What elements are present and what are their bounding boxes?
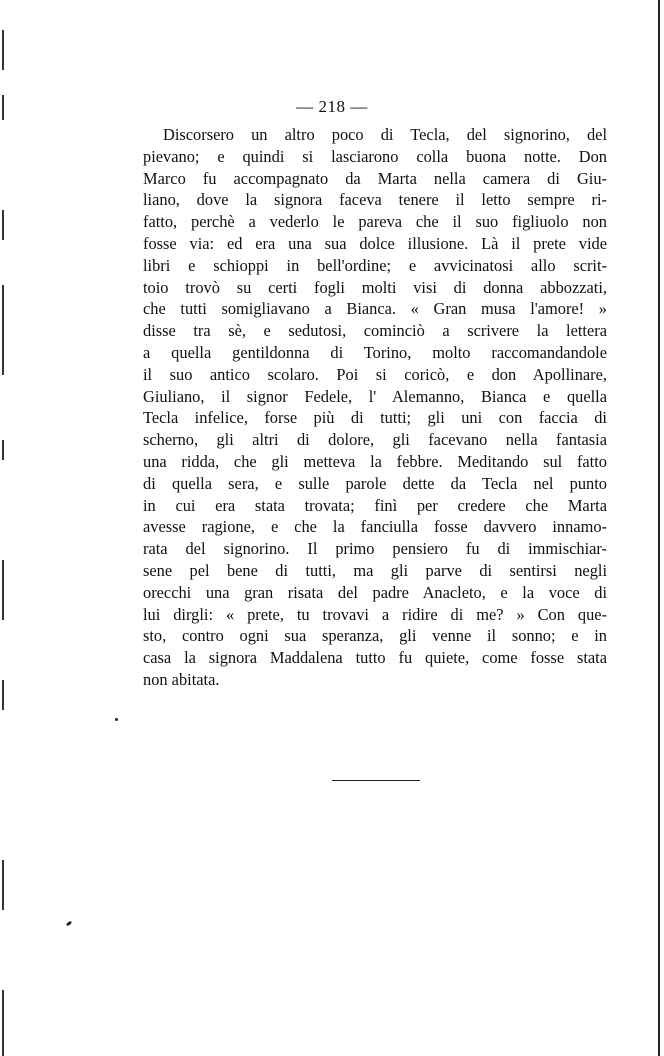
text-line: liano, dove la signora faceva tenere il letto sempre ri- bbox=[143, 190, 607, 210]
body-text bbox=[143, 124, 607, 691]
ink-speck bbox=[66, 921, 73, 927]
text-line: fosse via: ed era una sua dolce illusione. Là il prete vide bbox=[143, 233, 607, 253]
page-number: — 218 — bbox=[296, 97, 368, 116]
text-line: Tecla infelice, forse più di tutti; gli uni con faccia di bbox=[143, 408, 607, 428]
text-line: Discorsero un altro poco di Tecla, del signorino, del bbox=[163, 125, 607, 144]
text-line: il suo antico scolaro. Poi si coricò, e don Apollinare, bbox=[143, 364, 607, 384]
text-line: fatto, perchè a vederlo le pareva che il suo figliuolo non bbox=[143, 212, 607, 232]
text-line: orecchi una gran risata del padre Anacleto, e la voce di bbox=[143, 582, 607, 602]
text-line: rata del signorino. Il primo pensiero fu di immischiar- bbox=[143, 539, 607, 559]
text-line: pievano; e quindi si lasciarono colla buona notte. Don bbox=[143, 146, 607, 166]
text-line: toio trovò su certi fogli molti visi di donna abbozzati, bbox=[143, 277, 607, 297]
text-line: Giuliano, il signor Fedele, l' Alemanno, Bianca e quella bbox=[143, 386, 607, 406]
ink-speck bbox=[115, 718, 118, 721]
text-line: sene pel bene di tutti, ma gli parve di sentirsi negli bbox=[143, 560, 607, 580]
text-line: avesse ragione, e che la fanciulla fosse davvero innamo- bbox=[143, 517, 607, 537]
end-rule bbox=[332, 780, 420, 781]
text-line: che tutti somigliavano a Bianca. « Gran musa l'amore! » bbox=[143, 299, 607, 319]
text-line: Marco fu accompagnato da Marta nella camera di Giu- bbox=[143, 168, 607, 188]
text-line: di quella sera, e sulle parole dette da Tecla nel punto bbox=[143, 473, 607, 493]
text-line: libri e schioppi in bell'ordine; e avvicinatosi allo scrit- bbox=[143, 255, 607, 275]
text-line: sto, contro ogni sua speranza, gli venne il sonno; e in bbox=[143, 626, 607, 646]
text-line: una ridda, che gli metteva la febbre. Meditando sul fatto bbox=[143, 451, 607, 471]
text-line: scherno, gli altri di dolore, gli facevano nella fantasia bbox=[143, 430, 607, 450]
text-line: disse tra sè, e sedutosi, cominciò a scrivere la lettera bbox=[143, 321, 607, 341]
page-edge bbox=[658, 0, 664, 1056]
text-line: lui dirgli: « prete, tu trovavi a ridire di me? » Con que- bbox=[143, 604, 607, 624]
binding-edge bbox=[0, 0, 10, 1056]
text-line: in cui era stata trovata; finì per credere che Marta bbox=[143, 495, 607, 515]
text-line: casa la signora Maddalena tutto fu quiete, come fosse stata bbox=[143, 648, 607, 668]
text-line: a quella gentildonna di Torino, molto raccomandandole bbox=[143, 342, 607, 362]
text-line: non abitata. bbox=[143, 669, 220, 689]
